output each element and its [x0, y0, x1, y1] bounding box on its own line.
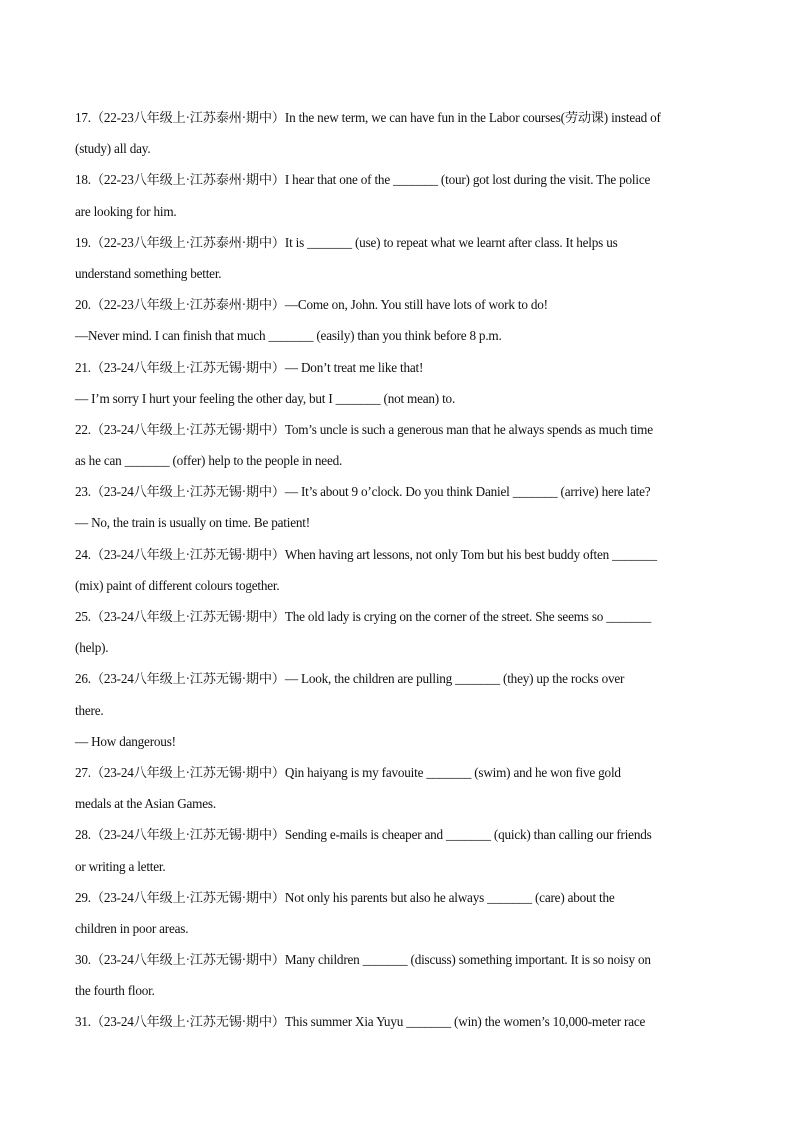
- question-item: [75, 944, 720, 1006]
- question-text: — No, the train is usually on time. Be patient!: [75, 515, 310, 531]
- question-item: [75, 102, 720, 164]
- question-item: [75, 663, 720, 757]
- question-text: (help).: [75, 640, 109, 656]
- question-text: there.: [75, 702, 104, 718]
- question-text: — It’s about 9 o’clock. Do you think Daniel _______ (arrive) here late?: [284, 484, 651, 500]
- question-continuation-line: [75, 507, 720, 538]
- question-first-line: [75, 819, 720, 850]
- question-source: （22-23八年级上·江苏泰州·期中）: [90, 234, 285, 250]
- question-continuation-line: [75, 445, 720, 476]
- question-item: [75, 476, 720, 538]
- question-item: [75, 1006, 720, 1037]
- question-first-line: [75, 757, 720, 788]
- question-source: （22-23八年级上·江苏泰州·期中）: [90, 297, 285, 313]
- question-source: （23-24八年级上·江苏无锡·期中）: [90, 889, 285, 905]
- question-text: — How dangerous!: [75, 733, 176, 749]
- question-source: （23-24八年级上·江苏无锡·期中）: [90, 764, 285, 780]
- question-number: 22.: [75, 421, 91, 437]
- question-number: 25.: [75, 609, 91, 624]
- question-item: [75, 164, 720, 226]
- question-text: children in poor areas.: [75, 920, 189, 936]
- question-number: 30.: [75, 952, 91, 968]
- question-number: 20.: [75, 297, 91, 313]
- question-first-line: [75, 164, 720, 195]
- question-item: [75, 882, 720, 944]
- question-text: When having art lessons, not only Tom but his best buddy often _______: [284, 546, 657, 562]
- question-continuation-line: [75, 570, 720, 601]
- question-list: [75, 102, 720, 1038]
- question-continuation-line: [75, 913, 720, 944]
- question-first-line: [75, 102, 720, 133]
- question-first-line: [75, 476, 720, 507]
- question-continuation-line: [75, 851, 720, 882]
- question-number: 21.: [75, 359, 91, 375]
- question-source: （23-24八年级上·江苏无锡·期中）: [90, 421, 285, 437]
- question-continuation-line: [75, 695, 720, 726]
- question-source: （23-24八年级上·江苏无锡·期中）: [90, 952, 285, 968]
- question-text: (mix) paint of different colours together.: [75, 577, 280, 593]
- question-text: —Never mind. I can finish that much _______ (easily) than you think before 8 p.m.: [75, 328, 502, 344]
- question-continuation-line: [75, 133, 720, 164]
- question-item: [75, 601, 720, 663]
- question-text: the fourth floor.: [75, 983, 155, 999]
- question-source: （22-23八年级上·江苏泰州·期中）: [90, 110, 285, 125]
- question-text: medals at the Asian Games.: [75, 796, 216, 812]
- question-text: Many children _______ (discuss) something important. It is so noisy on: [284, 952, 651, 968]
- question-source: （23-24八年级上·江苏无锡·期中）: [90, 827, 285, 843]
- question-item: [75, 819, 720, 881]
- question-number: 26.: [75, 671, 91, 687]
- question-item: [75, 289, 720, 351]
- question-text: — Look, the children are pulling _______ (they) up the rocks over: [284, 671, 625, 687]
- question-item: [75, 539, 720, 601]
- question-number: 17.: [75, 110, 91, 125]
- question-number: 19.: [75, 234, 91, 250]
- question-first-line: [75, 663, 720, 694]
- question-source: （22-23八年级上·江苏泰州·期中）: [90, 172, 285, 188]
- question-text: It is _______ (use) to repeat what we learnt after class. It helps us: [284, 234, 618, 250]
- question-first-line: [75, 227, 720, 258]
- question-first-line: [75, 289, 720, 320]
- question-text: or writing a letter.: [75, 858, 166, 874]
- question-continuation-line: [75, 788, 720, 819]
- question-continuation-line: [75, 258, 720, 289]
- question-continuation-line: [75, 632, 720, 663]
- question-first-line: [75, 539, 720, 570]
- question-number: 27.: [75, 764, 91, 780]
- question-text: Tom’s uncle is such a generous man that he always spends as much time: [284, 421, 653, 437]
- exercise-page: [75, 102, 720, 1038]
- question-source: （23-24八年级上·江苏无锡·期中）: [90, 359, 285, 375]
- question-text: I hear that one of the _______ (tour) got lost during the visit. The police: [284, 172, 651, 188]
- question-continuation-line: [75, 196, 720, 227]
- question-source: （23-24八年级上·江苏无锡·期中）: [90, 671, 285, 687]
- question-text: Not only his parents but also he always _______ (care) about the: [284, 889, 615, 905]
- question-source: （23-24八年级上·江苏无锡·期中）: [90, 1014, 285, 1030]
- question-source: （23-24八年级上·江苏无锡·期中）: [90, 484, 285, 500]
- question-text: Sending e-mails is cheaper and _______ (quick) than calling our friends: [284, 827, 652, 843]
- question-first-line: [75, 944, 720, 975]
- question-text: The old lady is crying on the corner of the street. She seems so _______: [284, 609, 652, 624]
- question-number: 31.: [75, 1014, 91, 1030]
- question-continuation-line: [75, 320, 720, 351]
- question-continuation-line: [75, 726, 720, 757]
- question-item: [75, 352, 720, 414]
- question-continuation-line: [75, 975, 720, 1006]
- question-first-line: [75, 601, 720, 632]
- question-text: are looking for him.: [75, 203, 177, 219]
- question-source: （23-24八年级上·江苏无锡·期中）: [90, 546, 285, 562]
- question-source: （23-24八年级上·江苏无锡·期中）: [90, 609, 285, 624]
- question-continuation-line: [75, 383, 720, 414]
- question-item: [75, 227, 720, 289]
- question-first-line: [75, 352, 720, 383]
- question-text: as he can _______ (offer) help to the people in need.: [75, 453, 343, 469]
- question-text: — Don’t treat me like that!: [284, 359, 424, 375]
- question-item: [75, 414, 720, 476]
- question-number: 29.: [75, 889, 91, 905]
- question-first-line: [75, 882, 720, 913]
- question-number: 18.: [75, 172, 91, 188]
- question-first-line: [75, 1006, 720, 1037]
- question-text: In the new term, we can have fun in the Labor courses(劳动课) instead of: [284, 110, 661, 125]
- question-text: —Come on, John. You still have lots of work to do!: [284, 297, 548, 313]
- question-text: — I’m sorry I hurt your feeling the other day, but I _______ (not mean) to.: [75, 390, 456, 406]
- question-item: [75, 757, 720, 819]
- question-number: 24.: [75, 546, 91, 562]
- question-number: 23.: [75, 484, 91, 500]
- question-first-line: [75, 414, 720, 445]
- question-text: (study) all day.: [75, 141, 151, 157]
- question-text: This summer Xia Yuyu _______ (win) the women’s 10,000-meter race: [284, 1014, 646, 1030]
- question-number: 28.: [75, 827, 91, 843]
- question-text: Qin haiyang is my favouite _______ (swim) and he won five gold: [284, 764, 621, 780]
- question-text: understand something better.: [75, 265, 222, 281]
